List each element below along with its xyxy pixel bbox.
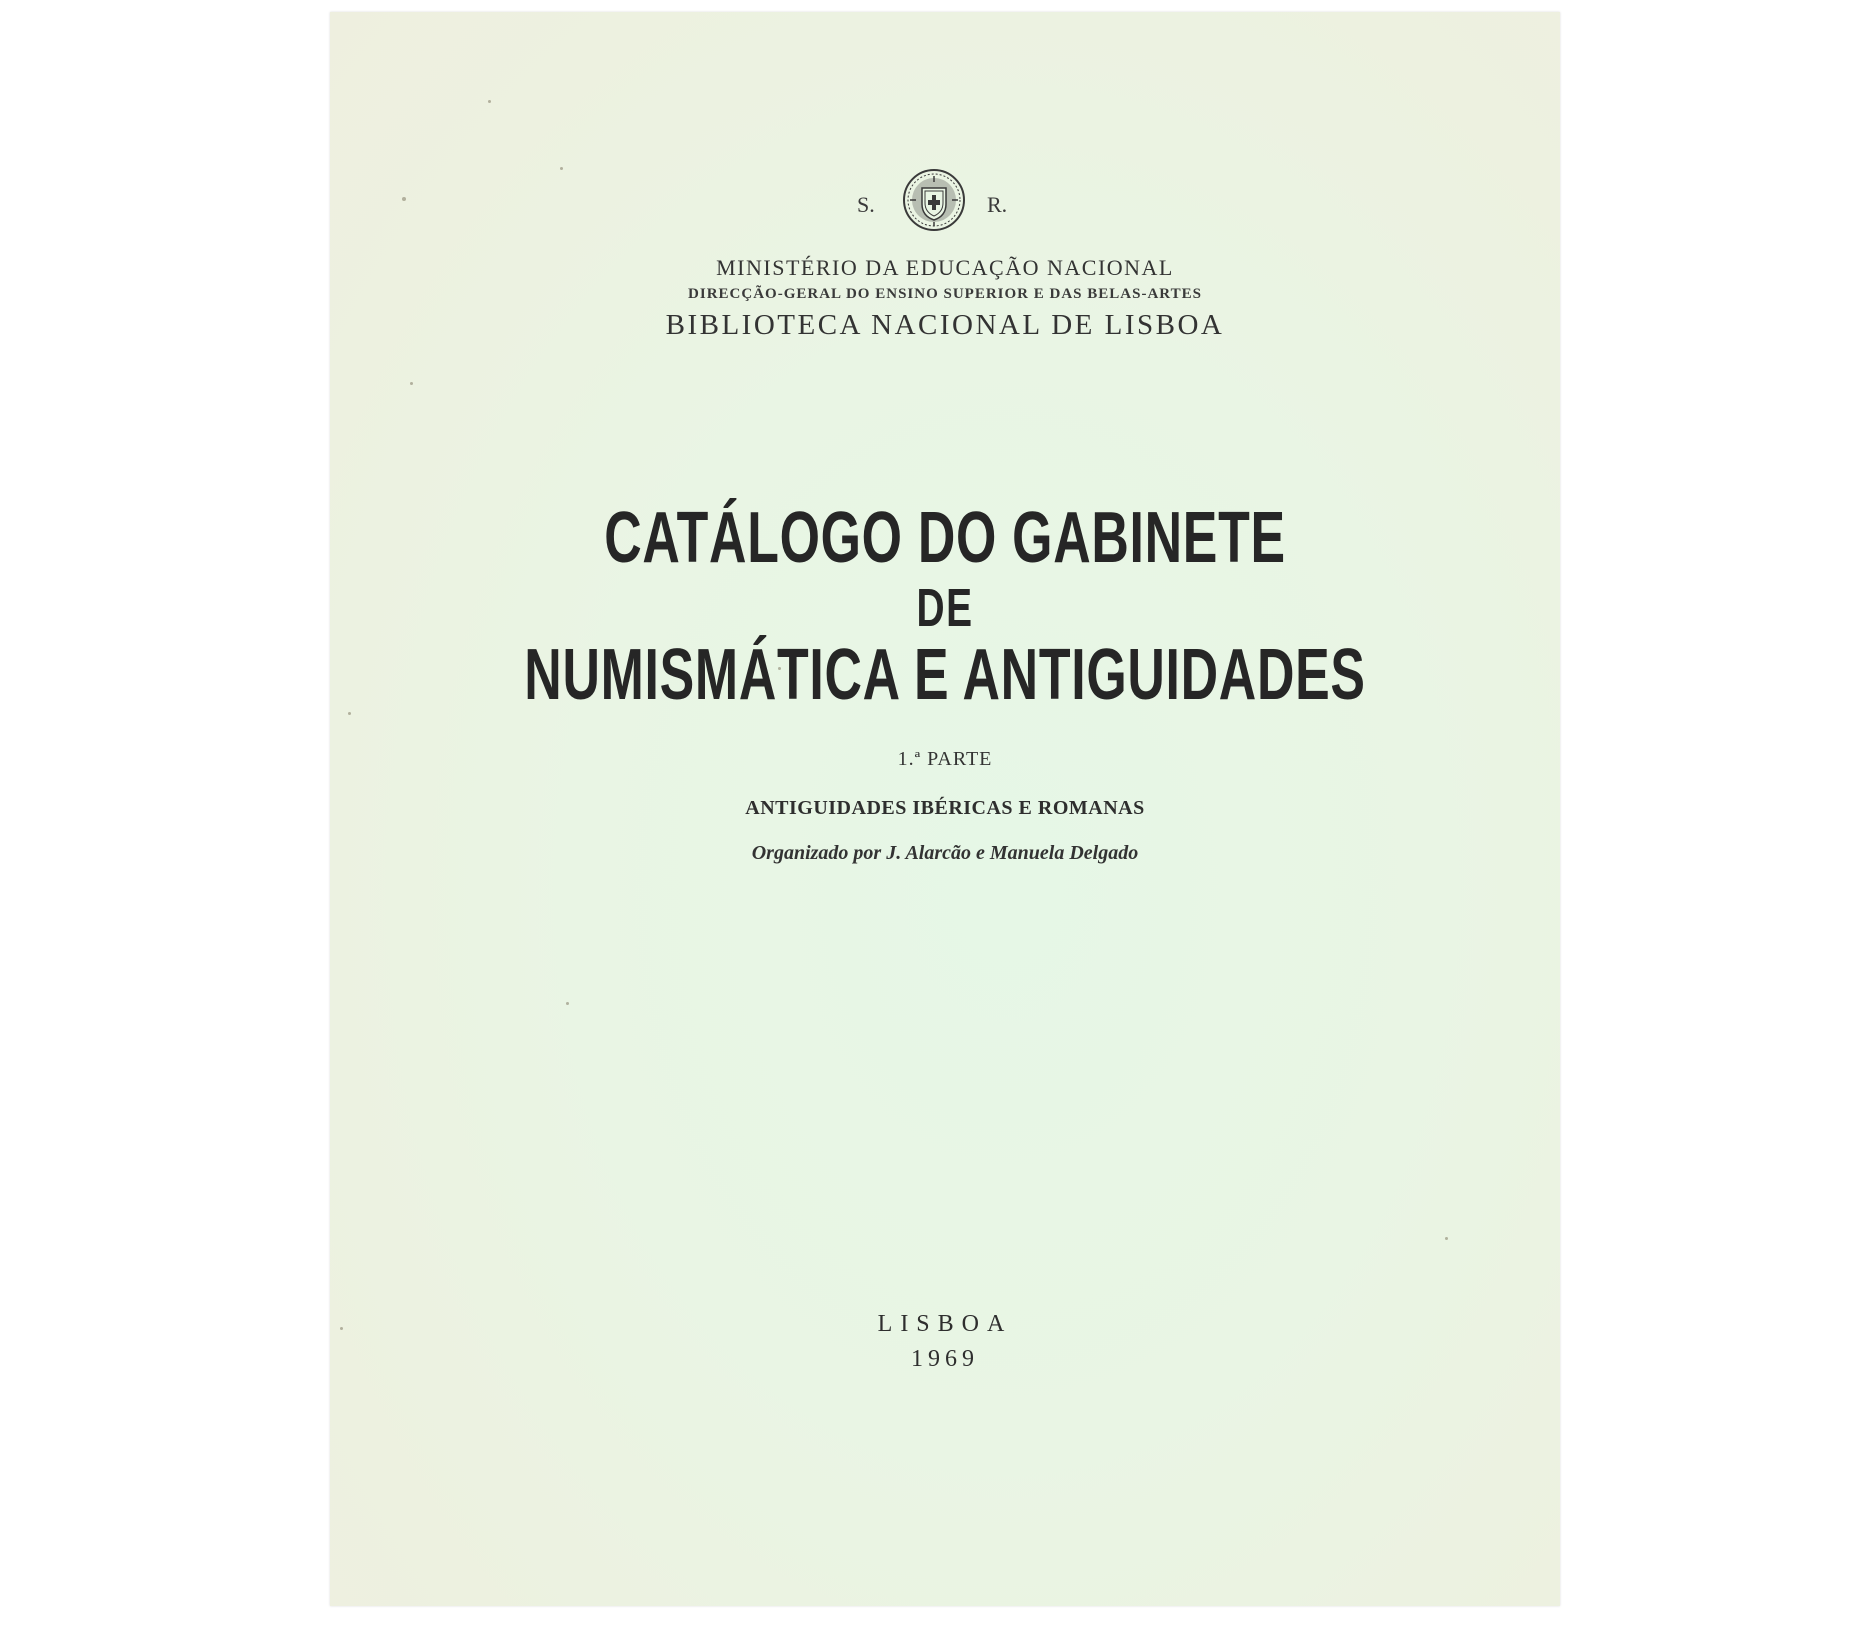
- ministry-name: MINISTÉRIO DA EDUCAÇÃO NACIONAL: [716, 255, 1174, 280]
- seal-letter-r: R.: [987, 192, 1008, 217]
- paper-spot: [488, 100, 491, 103]
- title-line-2: DE: [916, 578, 974, 638]
- title-line-1: CATÁLOGO DO GABINETE: [604, 498, 1286, 578]
- book-cover: [330, 12, 1560, 1606]
- imprint-year: 1969: [911, 1346, 979, 1372]
- directorate-name: DIRECÇÃO-GERAL DO ENSINO SUPERIOR E DAS BELAS-ARTES: [688, 286, 1202, 302]
- paper-spot: [348, 712, 351, 715]
- library-name: BIBLIOTECA NACIONAL DE LISBOA: [665, 309, 1225, 341]
- paper-spot: [410, 382, 413, 385]
- organizers-credit: Organizado por J. Alarcão e Manuela Delgado: [751, 842, 1139, 864]
- portuguese-coat-of-arms-icon: [902, 168, 966, 232]
- title-line-3: NUMISMÁTICA E ANTIGUIDADES: [524, 635, 1366, 715]
- paper-spot: [1445, 1237, 1448, 1240]
- seal-letter-s: S.: [857, 192, 875, 217]
- imprint-city: LISBOA: [877, 1311, 1013, 1337]
- paper-spot: [566, 1002, 569, 1005]
- subtitle: ANTIGUIDADES IBÉRICAS E ROMANAS: [745, 797, 1145, 819]
- part-number: 1.ª PARTE: [897, 748, 993, 770]
- seal-row: [330, 162, 1560, 242]
